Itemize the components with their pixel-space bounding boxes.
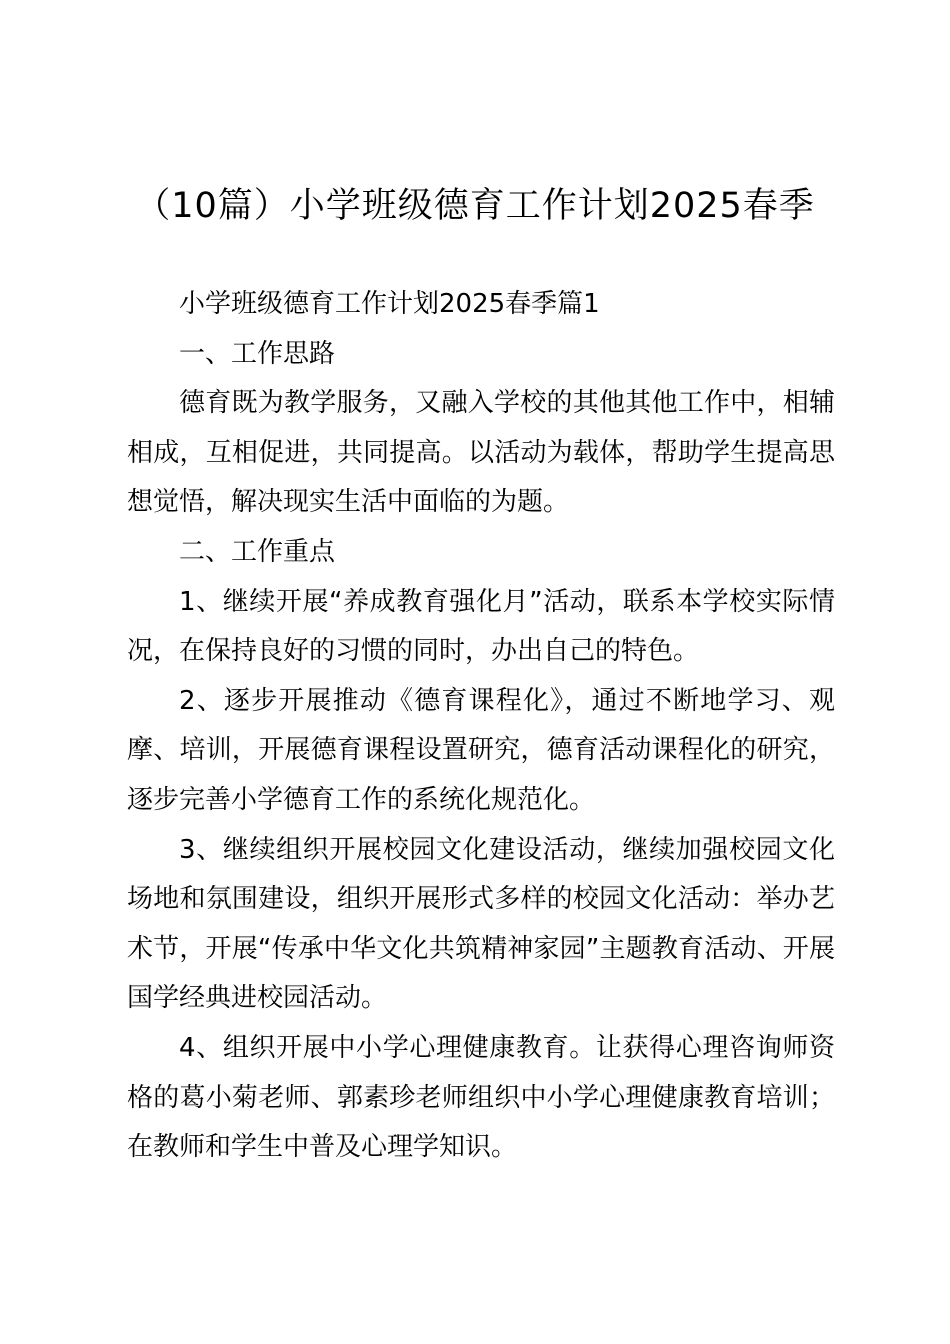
section-heading: 小学班级德育工作计划2025春季篇1 [179, 289, 600, 319]
paragraph-item-3: 3、继续组织开展校园文化建设活动，继续加强校园文化场地和氛围建设，组织开展形式多样的校园文化活动：举办艺术节，开展“传承中华文化共筑精神家园”主题教育活动、开展国学经典进校园活动。 [127, 834, 835, 1014]
document-body [127, 280, 835, 1173]
paragraph-item-1: 1、继续开展“养成教育强化月”活动，联系本学校实际情况，在保持良好的习惯的同时，办出自己的特色。 [127, 586, 835, 667]
document-title: （10篇）小学班级德育工作计划2025春季 [135, 186, 815, 226]
heading-work-approach: 一、工作思路 [179, 338, 336, 369]
heading-work-focus: 二、工作重点 [179, 536, 336, 567]
paragraph-item-2: 2、逐步开展推动《德育课程化》，通过不断地学习、观摩、培训，开展德育课程设置研究，德育活动课程化的研究，逐步完善小学德育工作的系统化规范化。 [127, 685, 835, 815]
paragraph-item-4: 4、组织开展中小学心理健康教育。让获得心理咨询师资格的葛小菊老师、郭素珍老师组织中小学心理健康教育培训；在教师和学生中普及心理学知识。 [127, 1032, 835, 1163]
paragraph-work-approach: 德育既为教学服务，又融入学校的其他其他工作中，相辅相成，互相促进，共同提高。以活动为载体，帮助学生提高思想觉悟，解决现实生活中面临的为题。 [127, 388, 835, 518]
